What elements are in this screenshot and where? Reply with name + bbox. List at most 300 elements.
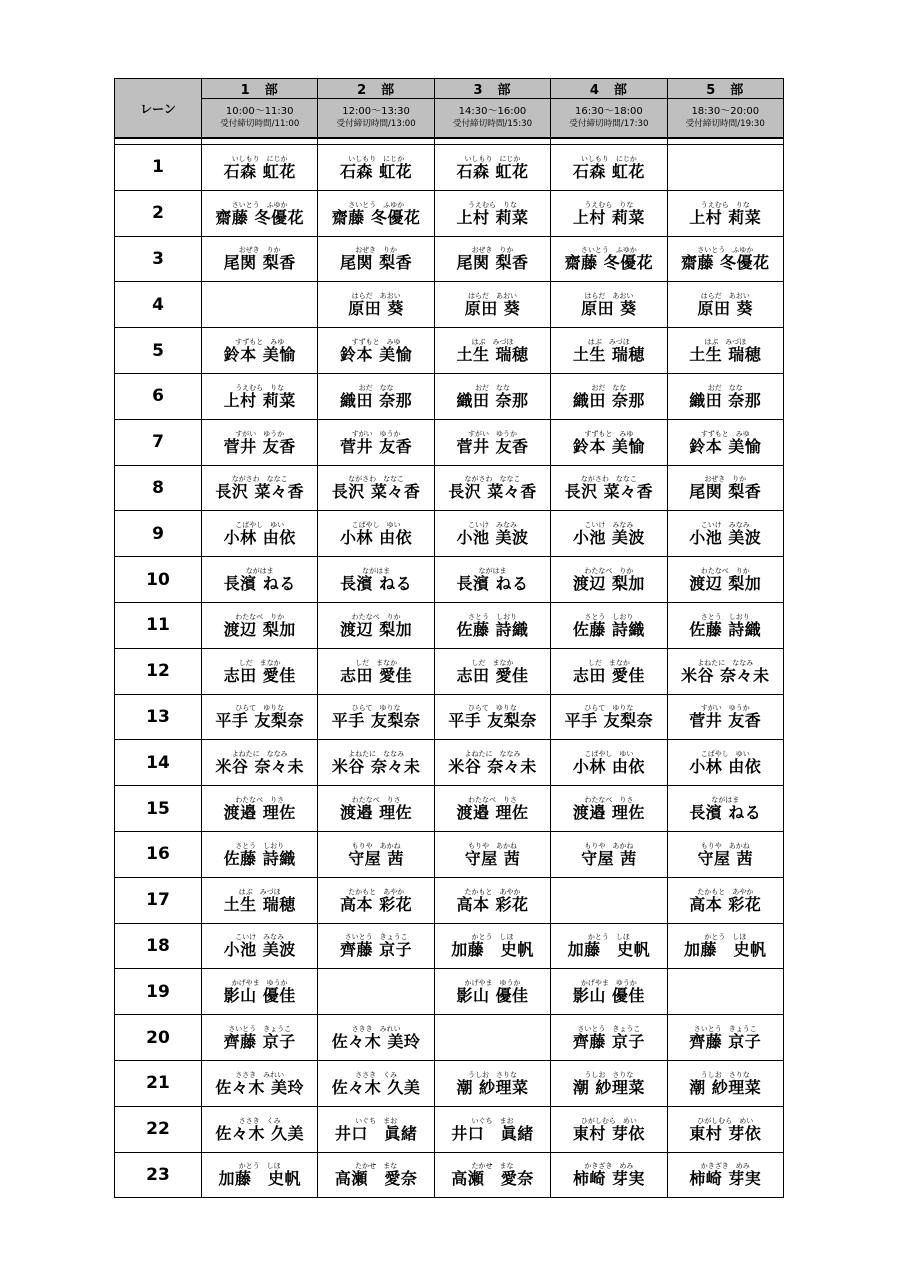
member-cell [434,923,550,969]
member-name: 渡邉 理佐 [223,803,296,823]
member-cell [434,419,550,465]
member-cell [202,877,318,923]
member-cell [202,786,318,832]
member-cell [318,740,434,786]
member-name: 土生 瑞穂 [456,345,529,365]
member-cell [202,328,318,374]
part-4-time [551,99,667,139]
member-name: 菅井 友香 [340,436,413,456]
member-cell [434,557,550,603]
member-name: 影山 優佳 [223,986,296,1006]
member-furigana: ながはま [362,567,391,576]
member-entry [332,201,421,226]
member-cell [434,648,550,694]
deadline: 受付締切時間/11:00 [220,119,300,129]
member-cell [202,740,318,786]
member-name: 高本 彩花 [340,894,413,914]
member-entry [215,1071,304,1096]
member-cell [667,694,783,740]
member-name: 平手 友梨奈 [448,711,537,731]
member-furigana: こばやし ゆい [351,521,401,530]
member-furigana: ひらて ゆりな [584,704,634,713]
member-name: 影山 優佳 [456,986,529,1006]
lane-row [115,328,784,374]
member-furigana: こばやし ゆい [584,750,634,759]
member-cell [202,923,318,969]
member-furigana: いしもり にじか [464,154,521,163]
member-cell [667,877,783,923]
member-cell [318,511,434,557]
member-name: 佐藤 詩織 [223,848,296,868]
member-furigana: さいとう きょうこ [228,1025,292,1034]
member-name: 高瀬 愛奈 [334,1169,418,1189]
member-furigana: さいとう ふゆか [348,200,405,209]
member-entry [224,430,296,455]
member-entry [224,246,296,271]
member-cell [551,145,667,191]
member-furigana: いしもり にじか [348,154,405,163]
member-furigana: かきざき めみ [584,1162,634,1171]
member-furigana: さとう しおり [467,612,517,621]
member-furigana: ながはま [711,796,740,805]
member-entry [215,750,304,775]
part-2-name: 2 部 [318,79,434,99]
member-furigana: いぐち まお [355,1116,398,1125]
member-cell [551,831,667,877]
member-name: 齊藤 京子 [223,1032,296,1052]
member-furigana: こいけ みなみ [467,521,517,530]
member-name: 上村 莉菜 [572,207,645,227]
member-name: 小池 美波 [223,940,296,960]
lane-schedule-table [114,78,784,1198]
lane-row [115,831,784,877]
member-entry [340,796,412,821]
member-entry [573,338,645,363]
member-cell [667,1060,783,1106]
member-name: 尾関 梨香 [689,482,762,502]
member-entry [456,384,528,409]
lane-number: 10 [115,557,202,603]
member-furigana: ながさわ ななこ [464,475,521,484]
member-name: 平手 友梨奈 [564,711,654,731]
member-cell [318,1152,434,1198]
member-furigana: ひがしむら めい [697,1116,754,1125]
member-cell [202,1152,318,1198]
member-entry [573,659,645,684]
member-name: 平手 友梨奈 [331,711,421,731]
member-furigana: もりや あかね [584,841,634,850]
member-furigana: ひがしむら めい [580,1116,637,1125]
member-cell [202,190,318,236]
member-entry [340,430,412,455]
member-furigana: うえむら りな [235,383,285,392]
member-entry [689,613,761,638]
member-furigana: はらだ あおい [351,292,401,301]
member-entry [332,1025,421,1050]
member-furigana: すずもと みゆ [235,338,285,347]
lane-row [115,694,784,740]
member-furigana: たかもと あやか [348,887,405,896]
member-cell [202,145,318,191]
member-name: 米谷 奈々未 [680,665,770,685]
member-furigana: はぶ みづほ [704,338,747,347]
member-cell [551,282,667,328]
member-furigana: ながさわ ななこ [348,475,405,484]
member-name: 原田 葵 [581,299,637,319]
member-name: 潮 紗理菜 [456,1077,529,1097]
member-cell [667,969,783,1015]
member-name: 尾関 梨香 [223,253,296,273]
member-cell [667,740,783,786]
member-entry [689,1117,761,1142]
member-name: 菅井 友香 [689,711,762,731]
member-entry [451,1117,534,1142]
member-name: 加藤 史帆 [451,940,534,960]
lane-number: 20 [115,1015,202,1061]
member-cell [434,602,550,648]
member-entry [581,292,637,317]
member-entry [689,567,761,592]
member-name: 上村 莉菜 [223,390,296,410]
member-name: 石森 虹花 [223,161,296,181]
member-cell [551,786,667,832]
member-entry [465,842,521,867]
member-name: 上村 莉菜 [689,207,762,227]
member-cell [202,1106,318,1152]
member-name: 佐々木 久美 [215,1123,304,1143]
member-entry [218,1162,301,1187]
member-entry [340,155,412,180]
member-entry [681,659,770,684]
member-cell [434,145,550,191]
member-entry [456,659,528,684]
member-cell [551,1015,667,1061]
member-entry [340,521,412,546]
member-cell [667,602,783,648]
member-cell [434,328,550,374]
member-entry [689,704,761,729]
member-entry [224,613,296,638]
member-entry [697,842,753,867]
member-entry [332,475,421,500]
lane-row [115,145,784,191]
member-cell [551,419,667,465]
member-name: 志田 愛佳 [456,665,529,685]
member-entry [456,201,528,226]
lane-row [115,236,784,282]
member-name: 尾関 梨香 [456,253,529,273]
member-entry [456,155,528,180]
member-entry [340,613,412,638]
member-name: 佐々木 美玲 [215,1077,304,1097]
member-entry [573,750,645,775]
member-entry [224,384,296,409]
lane-row [115,602,784,648]
lane-column-header: レーン [115,79,202,139]
member-name: 影山 優佳 [572,986,645,1006]
member-furigana: おぜき りか [471,246,514,255]
member-name: 井口 眞緒 [451,1123,534,1143]
member-furigana: こばやし ゆい [235,521,285,530]
member-furigana: おだ なな [358,383,394,392]
member-cell [318,1106,434,1152]
member-entry [689,475,761,500]
lane-row [115,1060,784,1106]
member-cell [551,648,667,694]
member-entry [451,1162,534,1187]
member-cell [202,602,318,648]
member-furigana: おぜき りか [238,246,281,255]
part-2-time [318,99,434,139]
member-entry [565,475,654,500]
member-furigana: こいけ みなみ [700,521,750,530]
member-entry [224,796,296,821]
member-cell [434,740,550,786]
member-name: 小池 美波 [689,528,762,548]
member-entry [451,933,534,958]
member-entry [215,475,304,500]
member-name: 渡邉 理佐 [340,803,413,823]
member-entry [224,979,296,1004]
member-cell [551,1106,667,1152]
member-name: 織田 奈那 [689,390,762,410]
member-furigana: すずもと みゆ [584,429,634,438]
member-furigana: もりや あかね [700,841,750,850]
member-furigana: ながさわ ななこ [231,475,288,484]
member-entry [456,613,528,638]
member-furigana: よねたに ななみ [231,750,288,759]
lane-number: 22 [115,1106,202,1152]
member-name: 高本 彩花 [456,894,529,914]
member-furigana: さいとう きょうこ [577,1025,641,1034]
member-entry [332,750,421,775]
member-name: 上村 莉菜 [456,207,529,227]
member-entry [224,338,296,363]
member-name: 長沢 菜々香 [564,482,654,502]
member-cell [551,373,667,419]
member-entry [573,384,645,409]
part-3-time [434,99,550,139]
member-entry [573,979,645,1004]
member-cell [318,1015,434,1061]
member-entry [224,155,296,180]
member-cell [667,648,783,694]
member-name: 齊藤 京子 [689,1032,762,1052]
member-cell [667,419,783,465]
lane-number: 15 [115,786,202,832]
member-furigana: さとう しおり [700,612,750,621]
member-name: 長沢 菜々香 [331,482,421,502]
member-entry [456,338,528,363]
member-furigana: よねたに ななみ [464,750,521,759]
time-range: 12:00～13:30 [342,106,410,117]
time-range: 14:30～16:00 [458,106,527,117]
member-furigana: さいとう ふゆか [697,246,754,255]
member-cell [318,877,434,923]
member-cell [551,511,667,557]
member-cell [318,786,434,832]
lane-row [115,877,784,923]
member-furigana: はぶ みづほ [471,338,514,347]
member-name: 加藤 史帆 [567,940,651,960]
member-cell [551,877,667,923]
member-cell [551,969,667,1015]
member-name: 渡邉 理佐 [572,803,645,823]
member-furigana: おぜき りか [704,475,747,484]
member-entry [689,888,761,913]
member-cell [551,1060,667,1106]
member-furigana: よねたに ななみ [348,750,405,759]
member-entry [340,384,412,409]
member-entry [689,338,761,363]
lane-row [115,1152,784,1198]
member-cell [667,328,783,374]
member-entry [456,246,528,271]
member-name: 志田 愛佳 [340,665,413,685]
lane-number: 7 [115,419,202,465]
member-cell [202,694,318,740]
member-furigana: もりや あかね [467,841,517,850]
member-entry [573,201,645,226]
member-cell [318,923,434,969]
part-5-name: 5 部 [667,79,783,99]
member-entry [224,1025,296,1050]
member-entry [573,1117,645,1142]
lane-row [115,373,784,419]
member-entry [581,842,637,867]
member-entry [689,1162,761,1187]
member-cell [318,694,434,740]
member-furigana: こばやし ゆい [700,750,750,759]
member-furigana: すがい ゆうか [351,429,401,438]
member-name: 長沢 菜々香 [215,482,304,502]
member-name: 長濱 ねる [340,574,413,594]
member-entry [456,979,528,1004]
member-cell [202,831,318,877]
member-entry [448,475,537,500]
lane-row [115,419,784,465]
member-cell [318,328,434,374]
lane-row [115,282,784,328]
member-name: 小林 由依 [572,757,645,777]
member-cell [202,557,318,603]
lane-row [115,786,784,832]
member-name: 渡辺 梨加 [572,574,645,594]
member-name: 小池 美波 [456,528,529,548]
member-furigana: たかせ まな [355,1162,398,1171]
member-name: 東村 芽依 [689,1123,762,1143]
member-furigana: こいけ みなみ [235,933,285,942]
member-name: 柿崎 芽実 [689,1169,762,1189]
time-range: 10:00～11:30 [225,106,294,117]
member-name: 菅井 友香 [223,436,296,456]
member-cell [318,190,434,236]
member-name: 尾関 梨香 [340,253,413,273]
member-name: 米谷 奈々未 [448,757,537,777]
member-name: 佐藤 詩織 [572,619,645,639]
member-furigana: かとう しほ [587,933,630,942]
member-name: 鈴本 美愉 [689,436,762,456]
member-cell [667,1106,783,1152]
lane-number: 17 [115,877,202,923]
member-furigana: わたなべ りか [700,567,750,576]
member-furigana: おだ なな [474,383,510,392]
member-name: 原田 葵 [348,299,404,319]
member-entry [332,704,421,729]
member-furigana: ながさわ ななこ [580,475,637,484]
member-cell [318,465,434,511]
member-cell [667,465,783,511]
member-name: 小林 由依 [340,528,413,548]
member-name: 長濱 ねる [689,803,762,823]
member-entry [573,430,645,455]
lane-number: 14 [115,740,202,786]
member-furigana: すがい ゆうか [700,704,750,713]
member-entry [573,1162,645,1187]
member-cell [434,373,550,419]
member-cell [667,786,783,832]
member-furigana: はぶ みづほ [238,887,281,896]
member-furigana: わたなべ りか [351,612,401,621]
member-cell [318,557,434,603]
member-cell [318,419,434,465]
lane-row [115,190,784,236]
member-name: 米谷 奈々未 [215,757,304,777]
member-name: 織田 奈那 [340,390,413,410]
member-entry [340,933,412,958]
lane-number: 8 [115,465,202,511]
member-furigana: うしお さりな [700,1070,750,1079]
member-name: 鈴本 美愉 [340,345,413,365]
lane-number: 16 [115,831,202,877]
member-furigana: すずもと みゆ [700,429,750,438]
member-entry [565,246,654,271]
member-cell [434,511,550,557]
member-name: 加藤 史帆 [684,940,767,960]
member-name: 齋藤 冬優花 [215,207,304,227]
member-cell [551,557,667,603]
member-entry [568,933,651,958]
member-name: 土生 瑞穂 [689,345,762,365]
lane-number: 4 [115,282,202,328]
member-name: 織田 奈那 [572,390,645,410]
part-5-time [667,99,783,139]
member-entry [215,1117,304,1142]
lane-number: 1 [115,145,202,191]
member-furigana: ひらて ゆりな [235,704,285,713]
member-name: 石森 虹花 [572,161,645,181]
member-furigana: ひらて ゆりな [468,704,517,713]
member-furigana: わたなべ りか [584,567,634,576]
member-entry [689,384,761,409]
member-name: 小林 由依 [689,757,762,777]
member-cell [202,648,318,694]
lane-row [115,1106,784,1152]
member-entry [340,246,412,271]
member-furigana: さとう しおり [584,612,634,621]
lane-number: 19 [115,969,202,1015]
member-entry [573,613,645,638]
member-furigana: わたなべ りさ [467,796,517,805]
member-entry [697,292,753,317]
lane-number: 23 [115,1152,202,1198]
member-name: 長沢 菜々香 [448,482,537,502]
member-furigana: ささき くみ [355,1070,398,1079]
member-entry [573,521,645,546]
member-cell [318,373,434,419]
member-name: 守屋 茜 [348,848,404,868]
member-cell [434,465,550,511]
